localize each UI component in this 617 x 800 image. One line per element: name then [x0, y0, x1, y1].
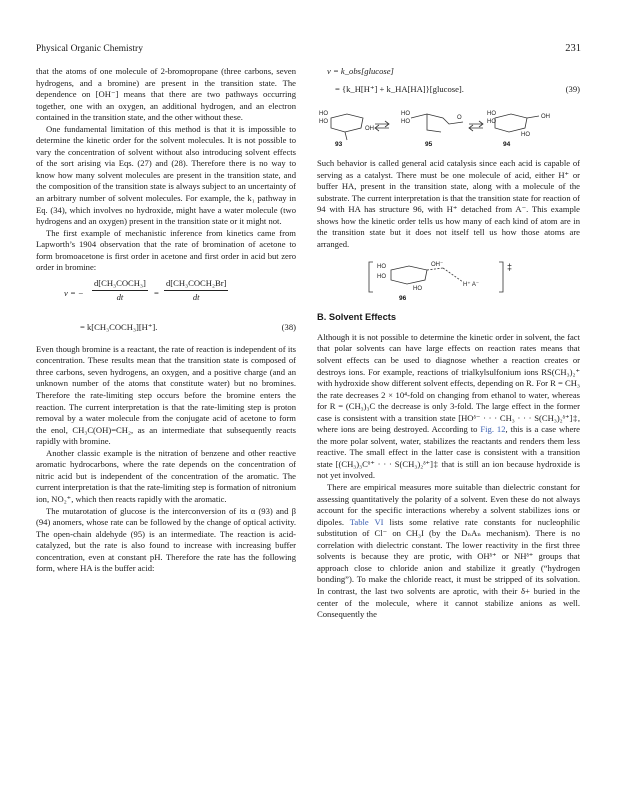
- fraction: [92, 278, 148, 304]
- paragraph: [317, 482, 580, 621]
- table-link[interactable]: Table VI: [349, 516, 384, 527]
- paragraph: Such behavior is called general acid catalysis since each acid is capable of serving as a catalyst. There must be one molecule of acid, either H⁺ or buffer HA, present in the transition state, along with a molecule of the substrate. The current interpretation is that the transition state for reaction of 94 with HA has structure 96, with H⁺ detached from A⁻. This example shows how the kinetic order tells us how many of each kind of atom are in the transition state but it does not itself tell us how those atoms are arranged.: [317, 158, 580, 249]
- scheme-drawing: [317, 106, 580, 150]
- compound-label-96: 96: [399, 295, 407, 303]
- svg-text:HO: HO: [521, 132, 530, 138]
- compound-label-93: 93: [335, 141, 343, 148]
- text-run: There are empirical measures more suitable than dielectric constant for assessing quantitatively the polarity of a solvent. Even these do not always account for the specific interactions whereby a solvent stabilizes ions or dipoles.: [317, 482, 580, 527]
- fraction: [164, 278, 228, 304]
- section-heading: B. Solvent Effects: [317, 312, 397, 323]
- svg-text:OH: OH: [365, 126, 374, 132]
- compound-label-94: 94: [503, 141, 511, 148]
- right-column: [317, 66, 580, 621]
- figure-link[interactable]: Fig. 12: [480, 424, 506, 435]
- paragraph: Even though bromine is a reactant, the rate of reaction is independent of its concentration. These results mean that the transition state is composed of three carbons, seven hydrogens, an oxygen, and a positive charge (and an unknown number of the atoms that constitute water) but no bromines. Therefore the rate-limiting step occurs before the bromine enters the reaction. The current interpretation is that the rate-limiting step is proton removal by a water molecule from the conjugate acid of acetone to form the enol, CH₃C(OH)=CH₂, as an intermediate that subsequently reacts rapidly with bromine.: [36, 343, 296, 447]
- equation-number: (38): [281, 321, 296, 332]
- numerator: d[CH₃COCH₃]: [92, 278, 148, 292]
- svg-text:HO: HO: [401, 111, 410, 117]
- denominator: dt: [192, 292, 200, 303]
- svg-text:HO: HO: [319, 119, 328, 125]
- transition-state-96: [317, 258, 580, 302]
- svg-text:HO: HO: [401, 119, 410, 125]
- svg-text:HO: HO: [413, 286, 422, 293]
- left-column: [36, 66, 296, 575]
- svg-text:OH: OH: [541, 114, 550, 120]
- text-run: lists some relative rate constants for nucleophilic substitution of Cl⁻ on CH₃I (by the DₙAₙ mechanism). There is no correlation with dielectric constant. The lower reactivity in the first three solvents is because they are protic, with OHᵟ⁺ or NHᵟ⁺ groups that approach close to chloride anion and stabilize it greatly (“hydrogen bonding”). To make the chloride react, it must be stripped of its solvation. In contrast, the last two solvents are aprotic, with their δ+ buried in the center of the molecule, where it cannot stabilize anions as well. Consequently the: [317, 516, 581, 620]
- paragraph: that the atoms of one molecule of 2-bromopropane (three carbons, seven hydrogens, and a bromine) are present in the transition state. The dependence on [OH⁻] means that there are two pathways occurring together, one with an oxygen, an additional hydrogen, and an electron contained in the transition state, and the other without these.: [36, 66, 296, 123]
- svg-text:HO: HO: [377, 264, 386, 271]
- transition-state-drawing: [317, 258, 580, 302]
- paragraph: Another classic example is the nitration of benzene and other reactive aromatic hydrocarbons, where the rate depends on the concentration of nitric acid but is independent of the concentration of the aromatic. The current interpretation is that the rate-limiting step is formation of nitronium ion, NO₂⁺, which then reacts rapidly with the aromatic.: [36, 447, 296, 504]
- text-run: , this is a case where the more polar solvent, water, stabilizes the reactants and renders them less reactive. The small effect in the latter case is consistent with a transition state [(CH₃)₃Cᵟ⁺ · · · S(CH₃)₂ᵟ⁺]‡ that is still an ion because hydroxide is not yet involved.: [317, 424, 580, 481]
- svg-text:HO: HO: [319, 111, 328, 117]
- equation-39-line2: [317, 84, 580, 98]
- text-run: Although it is not possible to determine the kinetic order in solvent, the fact that polar solvents can have large effects on reaction rates means that solvent effects can be used to diagnose whether a reaction creates or destroys ions. For example, reactions of trialkylsulfonium ions RS(CH₃)₂⁺ with hydroxide show different solvent effects, depending on R. For R = CH₃ the rate decreases 2 × 10⁴-fold on changing from ethanol to water, whereas for R = (CH₃)₃C the decrease is only 3-fold. The large effect in the former case is consistent with a transition state [HOᵟ⁻ · · · CH₃ · · · S(CH₃)₂ᵟ⁺]‡, where ions are being destroyed. According to: [317, 331, 580, 435]
- svg-text:OH⁻: OH⁻: [431, 262, 444, 269]
- svg-text:HO: HO: [487, 111, 496, 117]
- paragraph: The mutarotation of glucose is the interconversion of its α (93) and β (94) anomers, whose rate can be followed by the change of optical activity. The open-chain aldehyde (95) is an intermediate. The reaction is acid-catalyzed, but the rate is also found to increase with increasing buffer concentration, even at constant pH. Therefore the rate has the following form, where HA is the buffer acid:: [36, 505, 296, 574]
- equation-38: [36, 278, 296, 316]
- svg-text:HO: HO: [377, 274, 386, 281]
- equation-line: = k[CH₃COCH₃][H⁺].: [80, 321, 158, 332]
- equation-38-line2: [36, 322, 296, 336]
- equation-line: v = k_obs[glucose]: [327, 66, 394, 76]
- glucose-mutarotation-scheme: [317, 106, 580, 150]
- running-header: Physical Organic Chemistry: [36, 44, 143, 54]
- paragraph: [317, 332, 580, 482]
- equation-line: = {k_H[H⁺] + k_HA[HA]}[glucose].: [335, 84, 464, 94]
- numerator: d[CH₃COCH₂Br]: [164, 278, 228, 292]
- dagger-symbol: ‡: [507, 262, 513, 273]
- compound-label-95: 95: [425, 141, 433, 148]
- equation-lhs: v = −: [64, 287, 84, 298]
- svg-text:H⁺ A⁻: H⁺ A⁻: [463, 282, 480, 289]
- equation-number: (39): [565, 84, 580, 94]
- equation-39-line1: [317, 66, 580, 80]
- paragraph: The first example of mechanistic inference from kinetics came from Lapworth’s 1904 observation that the rate of bromination of acetone to form bromoacetone is first order in acetone and first order in acid but zero order in bromine:: [36, 227, 296, 273]
- page-number: 231: [565, 43, 581, 54]
- svg-text:O: O: [457, 115, 462, 121]
- paragraph: One fundamental limitation of this method is that it is impossible to determine the kinetic order for the solvent molecules. It is not possible to vary the concentration of solvent without also introducing solvent effects of the sort arising via Eqs. (27) and (28). Therefore there is no way to know how many solvent molecules are present in the transition state, and the composition of the transition state is always subject to an uncertainty of an arbitrary number of solvent molecules. For example, the k₁ pathway in Eq. (34), which involves no hydroxide, might have a water molecule (two hydrogens and an oxygen) present in the transition state or it might not.: [36, 123, 296, 227]
- equals-sign: =: [154, 287, 159, 298]
- denominator: dt: [116, 292, 124, 303]
- svg-text:HO: HO: [487, 119, 496, 125]
